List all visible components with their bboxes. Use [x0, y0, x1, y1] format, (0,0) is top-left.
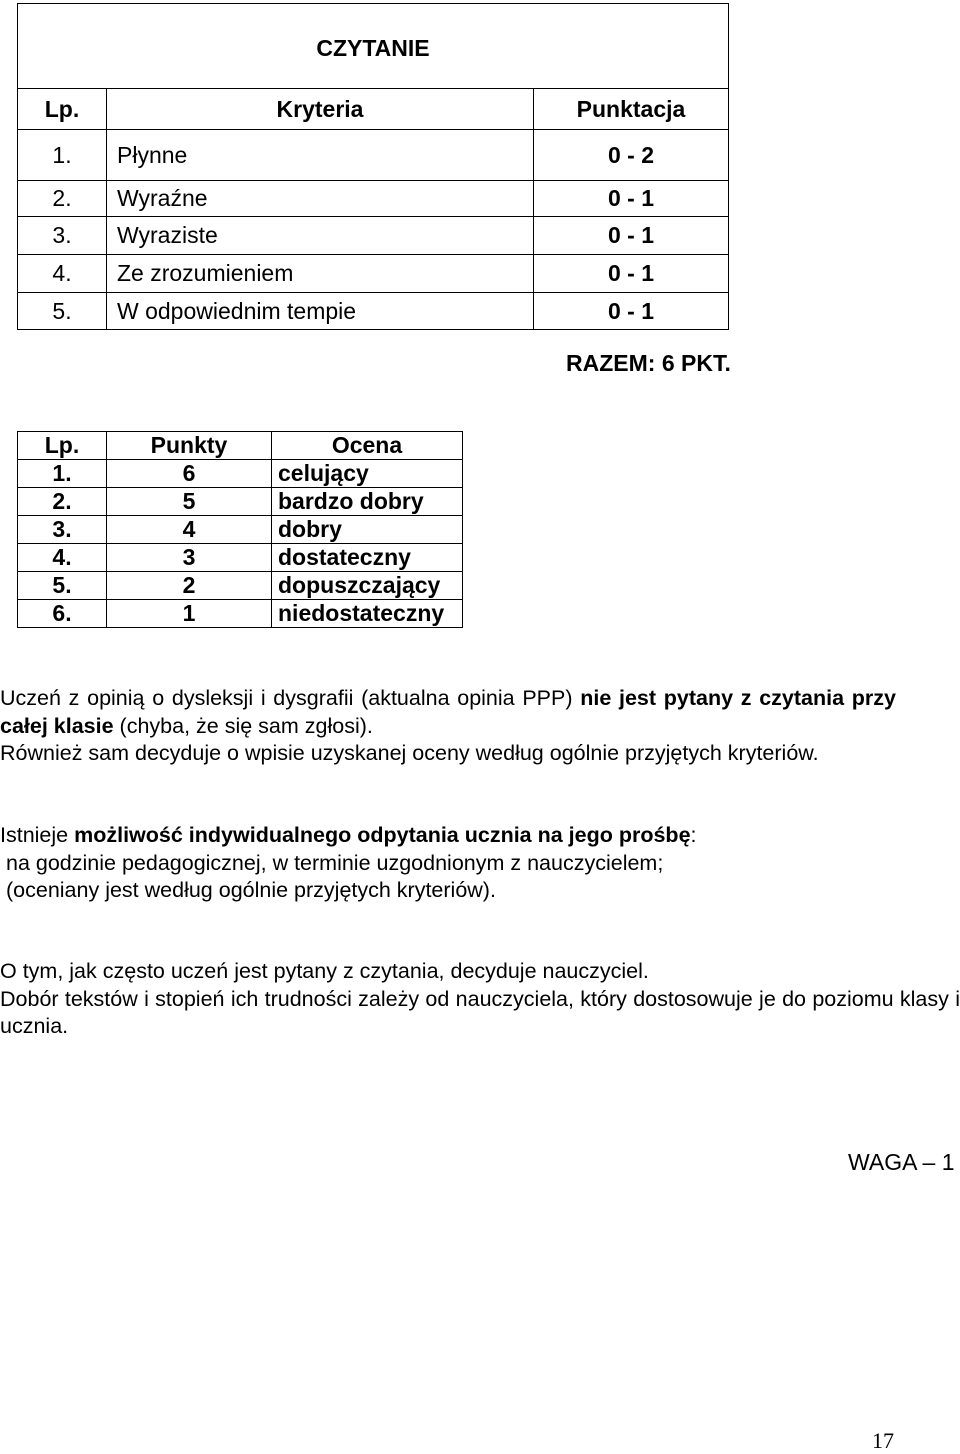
- row-criteria: Wyraziste: [107, 217, 534, 255]
- row-points: 4: [107, 516, 272, 544]
- header-lp: Lp.: [18, 432, 107, 460]
- paragraph-grade-decision: Również sam decyduje o wpisie uzyskanej oceny według ogólnie przyjętych kryteriów.: [0, 741, 819, 765]
- row-grade: dobry: [272, 516, 463, 544]
- paragraph-line: Dobór tekstów i stopień ich trudności zależy od nauczyciela, który dostosowuje je do poziomu klasy i ucznia.: [0, 986, 960, 1038]
- paragraph-bold-text: możliwość indywidualnego odpytania ucznia na jego prośbę: [74, 823, 691, 847]
- row-grade: niedostateczny: [272, 600, 463, 628]
- table-row: [18, 516, 463, 544]
- row-lp: 3.: [18, 217, 107, 255]
- row-grade: dostateczny: [272, 544, 463, 572]
- row-lp: 2.: [18, 181, 107, 217]
- paragraph-line: na godzinie pedagogicznej, w terminie uzgodnionym z nauczycielem;: [6, 850, 664, 875]
- row-lp: 4.: [18, 255, 107, 293]
- paragraph-teacher-decision: [0, 958, 960, 1041]
- row-points: 0 - 1: [534, 181, 729, 217]
- table-row: [18, 217, 729, 255]
- table-row: [18, 460, 463, 488]
- criteria-table: [17, 3, 729, 330]
- header-points: Punktacja: [534, 89, 729, 130]
- row-lp: 3.: [18, 516, 107, 544]
- table-row: [18, 544, 463, 572]
- criteria-table-title: CZYTANIE: [18, 4, 729, 89]
- row-points: 0 - 1: [534, 293, 729, 330]
- paragraph-text: :: [690, 823, 697, 847]
- page-number: 17: [872, 1428, 894, 1453]
- grade-table-header-row: [18, 432, 463, 460]
- row-lp: 5.: [18, 572, 107, 600]
- row-points: 5: [107, 488, 272, 516]
- paragraph-line: [0, 822, 900, 850]
- table-row: [18, 488, 463, 516]
- header-lp: Lp.: [18, 89, 107, 130]
- weight-label: WAGA – 1: [848, 1149, 955, 1175]
- table-row: [18, 181, 729, 217]
- row-points: 2: [107, 572, 272, 600]
- row-points: 0 - 1: [534, 217, 729, 255]
- paragraph-text: Uczeń z opinią o dysleksji i dysgrafii (aktualna opinia PPP): [0, 686, 581, 710]
- table-row: [18, 255, 729, 293]
- paragraph-line: O tym, jak często uczeń jest pytany z czytania, decyduje nauczyciel.: [0, 959, 649, 983]
- header-grade: Ocena: [272, 432, 463, 460]
- row-points: 1: [107, 600, 272, 628]
- total-points: RAZEM: 6 PKT.: [566, 350, 731, 376]
- table-row: [18, 293, 729, 330]
- row-points: 0 - 2: [534, 130, 729, 181]
- row-lp: 4.: [18, 544, 107, 572]
- row-lp: 5.: [18, 293, 107, 330]
- table-row: [18, 600, 463, 628]
- table-row: [18, 572, 463, 600]
- paragraph-text: (chyba, że się sam zgłosi).: [113, 713, 373, 738]
- row-criteria: W odpowiednim tempie: [107, 293, 534, 330]
- paragraph-line: (oceniany jest według ogólnie przyjętych kryteriów).: [6, 878, 496, 902]
- paragraph-individual-assessment: [0, 822, 900, 905]
- header-criteria: Kryteria: [107, 89, 534, 130]
- table-row: [18, 130, 729, 181]
- criteria-table-header-row: [18, 89, 729, 130]
- row-points: 6: [107, 460, 272, 488]
- row-lp: 2.: [18, 488, 107, 516]
- row-lp: 1.: [18, 130, 107, 181]
- row-points: 3: [107, 544, 272, 572]
- row-grade: bardzo dobry: [272, 488, 463, 516]
- row-points: 0 - 1: [534, 255, 729, 293]
- criteria-table-title-row: [18, 4, 729, 89]
- row-grade: dopuszczający: [272, 572, 463, 600]
- header-points: Punkty: [107, 432, 272, 460]
- paragraph-text: Istnieje: [0, 823, 75, 847]
- paragraph-dyslexia: [0, 685, 896, 740]
- grade-table: [17, 431, 463, 628]
- row-grade: celujący: [272, 460, 463, 488]
- row-criteria: Ze zrozumieniem: [107, 255, 534, 293]
- row-criteria: Wyraźne: [107, 181, 534, 217]
- paragraph-bold-text: nie jest pytany z czytania przy całej klasie: [0, 686, 896, 738]
- row-lp: 1.: [18, 460, 107, 488]
- row-criteria: Płynne: [107, 130, 534, 181]
- row-lp: 6.: [18, 600, 107, 628]
